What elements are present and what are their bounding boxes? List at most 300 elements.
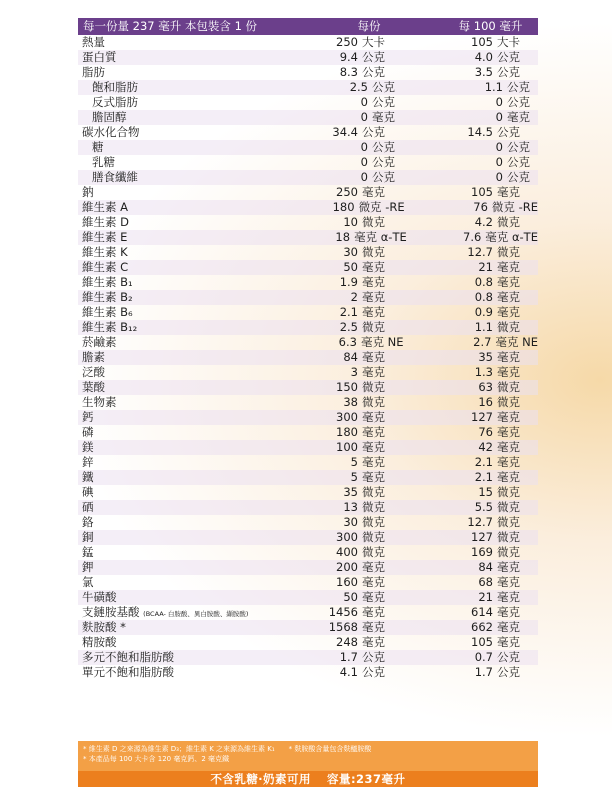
nutrient-name xyxy=(78,80,310,95)
per-serving-unit: 大卡 xyxy=(362,35,385,49)
per-100ml-unit: 微克 xyxy=(497,380,520,394)
table-row xyxy=(78,470,538,485)
nutrient-name-text: 反式脂肪 xyxy=(92,95,138,109)
per-serving-unit: 公克 xyxy=(372,95,395,109)
table-row xyxy=(78,215,538,230)
table-row xyxy=(78,305,538,320)
per-100ml-value: 0 xyxy=(495,170,503,184)
nutrient-name-text: 鉻 xyxy=(82,515,94,529)
per-serving-value: 248 xyxy=(336,635,358,649)
per-100ml-value: 2.7 xyxy=(473,335,492,349)
nutrient-name-text: 鐵 xyxy=(82,470,94,484)
per-100ml-value: 1.1 xyxy=(474,320,493,334)
per-serving-value: 160 xyxy=(336,575,358,589)
nutrient-name-text: 維生素 C xyxy=(82,260,129,274)
nutrient-name xyxy=(78,380,300,395)
per-100ml-value: 0.8 xyxy=(474,290,493,304)
footnote-calcium-iron: * 本產品每 100 大卡含 120 毫克鈣、2 毫克鐵 xyxy=(83,755,230,763)
per-100ml-unit: 微克 xyxy=(497,245,520,259)
per-serving-value: 1456 xyxy=(328,605,358,619)
per-100ml-unit: 公克 xyxy=(497,665,520,679)
table-row xyxy=(78,425,538,440)
per-serving-unit: 公克 xyxy=(372,155,395,169)
per-serving-unit: 毫克 xyxy=(362,410,385,424)
footnote-vitamin-source: * 維生素 D 之來源為維生素 D₃；維生素 K 之來源為維生素 K₁ xyxy=(83,745,275,753)
per-100ml-value: 84 xyxy=(478,560,493,574)
per-100ml-unit: 毫克 xyxy=(497,410,520,424)
per-serving-unit: 毫克 xyxy=(362,605,385,619)
per-100ml-value: 2.1 xyxy=(474,455,493,469)
nutrient-name xyxy=(78,140,310,155)
nutrient-name xyxy=(78,575,300,590)
per-100ml-unit: 公克 xyxy=(507,155,530,169)
per-serving-value: 0 xyxy=(360,170,368,184)
per-serving-unit: 微克 -RE xyxy=(358,200,405,214)
nutrient-name xyxy=(78,275,300,290)
per-100ml-unit: 微克 -RE xyxy=(491,200,538,214)
per-100ml-value: 76 xyxy=(478,425,493,439)
per-serving-value: 30 xyxy=(343,245,358,259)
nutrient-name-text: 蛋白質 xyxy=(82,50,117,64)
per-serving-unit: 毫克 xyxy=(362,290,385,304)
per-100ml-value: 3.5 xyxy=(474,65,493,79)
per-serving-unit: 微克 xyxy=(362,245,385,259)
per-serving-value: 300 xyxy=(336,530,358,544)
per-serving-value: 5 xyxy=(350,470,358,484)
per-serving-value: 180 xyxy=(332,200,355,214)
nutrient-name-text: 單元不飽和脂肪酸 xyxy=(82,665,174,679)
per-serving-value: 6.3 xyxy=(338,335,357,349)
per-100ml-value: 0.7 xyxy=(474,650,493,664)
nutrient-name xyxy=(78,395,300,410)
per-100ml-value: 4.2 xyxy=(474,215,493,229)
nutrient-name-text: 碳水化合物 xyxy=(82,125,140,139)
nutrient-name-text: 銅 xyxy=(82,530,94,544)
per-100ml-value: 127 xyxy=(471,530,493,544)
per-100ml-unit: 公克 xyxy=(507,95,530,109)
per-serving-value: 0 xyxy=(360,140,368,154)
per-100ml-unit: 毫克 NE xyxy=(495,335,538,349)
nutrient-name-text: 精胺酸 xyxy=(82,635,117,649)
per-serving-unit: 毫克 xyxy=(372,110,395,124)
per-serving-value: 0 xyxy=(360,155,368,169)
per-serving-value: 18 xyxy=(335,230,351,244)
table-row xyxy=(78,635,538,650)
nutrient-name xyxy=(78,290,300,305)
per-serving-unit: 毫克 xyxy=(362,185,385,199)
per-serving-unit: 毫克 xyxy=(362,350,385,364)
nutrient-name-text: 糖 xyxy=(92,140,104,154)
per-100ml-value: 21 xyxy=(478,590,493,604)
per-100ml-unit: 公克 xyxy=(497,650,520,664)
per-serving-value: 2.5 xyxy=(339,320,358,334)
nutrient-name xyxy=(78,230,294,245)
per-100ml-unit: 微克 xyxy=(497,320,520,334)
nutrition-facts-table xyxy=(78,18,538,680)
per-serving-value: 2 xyxy=(350,290,358,304)
per-serving-unit: 毫克 xyxy=(362,260,385,274)
nutrient-name xyxy=(78,215,300,230)
per-100ml-unit: 毫克 xyxy=(497,425,520,439)
per-100ml-value: 169 xyxy=(471,545,493,559)
table-row xyxy=(78,410,538,425)
per-serving-value: 8.3 xyxy=(339,65,358,79)
nutrient-name-text: 膽固醇 xyxy=(92,110,127,124)
table-row xyxy=(78,380,538,395)
per-100ml-value: 35 xyxy=(478,350,493,364)
nutrient-name xyxy=(78,35,300,50)
nutrient-name-text: 維生素 A xyxy=(82,200,129,214)
nutrient-name-text: 脂肪 xyxy=(82,65,105,79)
nutrient-name-text: 維生素 K xyxy=(82,245,128,259)
table-row xyxy=(78,665,538,680)
per-100ml-value: 76 xyxy=(473,200,488,214)
nutrient-name xyxy=(78,305,300,320)
nutrient-name-text: 維生素 B₁ xyxy=(82,275,133,289)
per-100ml-unit: 毫克 xyxy=(497,575,520,589)
nutrient-name-text: 維生素 D xyxy=(82,215,130,229)
per-serving-value: 84 xyxy=(343,350,358,364)
nutrient-name xyxy=(78,650,300,665)
per-100ml-value: 5.5 xyxy=(474,500,493,514)
per-serving-unit: 公克 xyxy=(362,65,385,79)
per-100ml-header: 每 100 毫升 xyxy=(458,19,523,33)
nutrient-name-text: 維生素 E xyxy=(82,230,128,244)
per-100ml-unit: 毫克 xyxy=(497,350,520,364)
per-serving-unit: 公克 xyxy=(362,125,385,139)
nutrient-name xyxy=(78,365,300,380)
per-100ml-value: 105 xyxy=(471,185,493,199)
per-serving-unit: 毫克 xyxy=(362,470,385,484)
nutrient-name-text: 膳食纖維 xyxy=(92,170,138,184)
table-row xyxy=(78,575,538,590)
table-header xyxy=(78,18,538,35)
per-100ml-unit: 毫克 xyxy=(497,440,520,454)
nutrient-name-text: 生物素 xyxy=(82,395,117,409)
per-serving-value: 200 xyxy=(336,560,358,574)
per-serving-unit: 毫克 xyxy=(362,620,385,634)
table-row xyxy=(78,365,538,380)
nutrient-name-text: 維生素 B₁₂ xyxy=(82,320,138,334)
table-row xyxy=(78,545,538,560)
per-serving-value: 4.1 xyxy=(339,665,358,679)
nutrient-name xyxy=(78,470,300,485)
per-serving-unit: 微克 xyxy=(362,530,385,544)
table-row xyxy=(78,590,538,605)
table-row xyxy=(78,35,538,50)
per-100ml-value: 68 xyxy=(478,575,493,589)
nutrient-name xyxy=(78,245,300,260)
table-row xyxy=(78,320,538,335)
table-row xyxy=(78,155,538,170)
nutrient-name xyxy=(78,185,300,200)
per-100ml-value: 662 xyxy=(471,620,493,634)
table-row xyxy=(78,290,538,305)
nutrient-name xyxy=(78,455,300,470)
nutrient-name xyxy=(78,560,300,575)
per-serving-unit: 毫克 xyxy=(362,635,385,649)
per-serving-value: 50 xyxy=(343,590,358,604)
table-row xyxy=(78,125,538,140)
nutrient-name-text: 鈉 xyxy=(82,185,94,199)
per-serving-header: 每份 xyxy=(357,19,381,33)
table-row xyxy=(78,65,538,80)
per-serving-unit: 毫克 xyxy=(362,275,385,289)
per-serving-unit: 微克 xyxy=(362,515,385,529)
per-100ml-value: 0 xyxy=(495,140,503,154)
nutrient-name xyxy=(78,260,300,275)
per-100ml-unit: 微克 xyxy=(497,215,520,229)
per-100ml-value: 1.1 xyxy=(484,80,503,94)
volume-label: 容量:237毫升 xyxy=(326,772,406,786)
nutrient-name-text: 麩胺酸 * xyxy=(82,620,126,634)
per-serving-value: 30 xyxy=(343,515,358,529)
per-100ml-value: 14.5 xyxy=(467,125,493,139)
nutrient-name-text: 維生素 B₂ xyxy=(82,290,133,304)
nutrient-name xyxy=(78,635,300,650)
per-serving-value: 1568 xyxy=(328,620,358,634)
product-claim-bar xyxy=(78,771,538,787)
per-100ml-value: 1.7 xyxy=(474,665,493,679)
per-100ml-value: 15 xyxy=(478,485,493,499)
per-100ml-unit: 公克 xyxy=(507,140,530,154)
nutrient-name xyxy=(78,335,299,350)
nutrient-name-text: 鈣 xyxy=(82,410,94,424)
nutrient-name-text: 葉酸 xyxy=(82,380,105,394)
per-serving-unit: 毫克 xyxy=(362,560,385,574)
nutrient-name xyxy=(78,620,300,635)
per-serving-value: 5 xyxy=(350,455,358,469)
per-serving-unit: 毫克 xyxy=(362,440,385,454)
per-serving-unit: 公克 xyxy=(362,650,385,664)
per-serving-unit: 微克 xyxy=(362,500,385,514)
per-serving-unit: 毫克 NE xyxy=(360,335,404,349)
nutrient-name-text: 錳 xyxy=(82,545,94,559)
per-serving-unit: 微克 xyxy=(362,320,385,334)
per-serving-value: 400 xyxy=(336,545,358,559)
per-serving-unit: 微克 xyxy=(362,545,385,559)
lactose-free-claim: 不含乳糖‧奶素可用 xyxy=(210,772,311,786)
per-100ml-unit: 公克 xyxy=(497,125,520,139)
nutrient-name xyxy=(78,50,300,65)
table-row xyxy=(78,140,538,155)
per-serving-value: 9.4 xyxy=(339,50,358,64)
per-serving-unit: 毫克 xyxy=(362,455,385,469)
table-row xyxy=(78,80,538,95)
nutrient-name xyxy=(78,65,300,80)
per-serving-value: 35 xyxy=(343,485,358,499)
table-row xyxy=(78,245,538,260)
per-100ml-value: 12.7 xyxy=(467,515,493,529)
nutrient-note: (BCAA- 白胺酸、異白胺酸、纈胺酸) xyxy=(143,610,249,618)
per-100ml-unit: 公克 xyxy=(497,65,520,79)
per-serving-value: 0 xyxy=(360,110,368,124)
nutrient-name-text: 鋅 xyxy=(82,455,94,469)
per-serving-unit: 毫克 xyxy=(362,305,385,319)
per-serving-value: 250 xyxy=(336,185,358,199)
per-100ml-value: 63 xyxy=(478,380,493,394)
table-row xyxy=(78,530,538,545)
table-row xyxy=(78,485,538,500)
table-row xyxy=(78,620,538,635)
nutrient-name-text: 飽和脂肪 xyxy=(92,80,138,94)
per-100ml-value: 16 xyxy=(478,395,493,409)
per-serving-value: 150 xyxy=(336,380,358,394)
nutrient-name-text: 碘 xyxy=(82,485,94,499)
nutrient-name xyxy=(78,320,300,335)
nutrient-name xyxy=(78,200,297,215)
per-100ml-unit: 毫克 xyxy=(507,110,530,124)
per-100ml-value: 614 xyxy=(471,605,493,619)
nutrient-name-text: 多元不飽和脂肪酸 xyxy=(82,650,174,664)
per-100ml-unit: 微克 xyxy=(497,395,520,409)
serving-size-label: 每一份量 237 毫升 本包裝含 1 份 xyxy=(83,19,258,33)
per-serving-unit: 公克 xyxy=(372,80,395,94)
table-row xyxy=(78,395,538,410)
per-serving-value: 50 xyxy=(343,260,358,274)
per-serving-value: 0 xyxy=(360,95,368,109)
nutrient-name-text: 泛酸 xyxy=(82,365,105,379)
table-row xyxy=(78,560,538,575)
per-serving-value: 34.4 xyxy=(332,125,358,139)
per-serving-value: 3 xyxy=(350,365,358,379)
per-serving-value: 300 xyxy=(336,410,358,424)
per-100ml-unit: 微克 xyxy=(497,545,520,559)
nutrient-name-text: 氯 xyxy=(82,575,94,589)
nutrient-name xyxy=(78,500,300,515)
per-100ml-value: 0.8 xyxy=(474,275,493,289)
table-row xyxy=(78,275,538,290)
per-serving-unit: 毫克 α-TE xyxy=(354,230,407,244)
nutrient-name xyxy=(78,605,300,620)
nutrient-name-text: 鎂 xyxy=(82,440,94,454)
table-row xyxy=(78,350,538,365)
nutrient-name-text: 乳糖 xyxy=(92,155,115,169)
nutrient-name xyxy=(78,545,300,560)
per-100ml-unit: 微克 xyxy=(497,485,520,499)
per-serving-unit: 毫克 xyxy=(362,365,385,379)
table-row xyxy=(78,185,538,200)
table-row xyxy=(78,440,538,455)
per-serving-value: 38 xyxy=(343,395,358,409)
per-100ml-value: 0 xyxy=(495,155,503,169)
per-100ml-value: 127 xyxy=(471,410,493,424)
per-serving-unit: 微克 xyxy=(362,380,385,394)
per-serving-unit: 毫克 xyxy=(362,575,385,589)
per-serving-unit: 毫克 xyxy=(362,590,385,604)
footnotes xyxy=(78,741,538,771)
table-row xyxy=(78,500,538,515)
per-100ml-unit: 毫克 xyxy=(497,605,520,619)
per-serving-value: 2.1 xyxy=(339,305,358,319)
per-serving-value: 1.7 xyxy=(339,650,358,664)
per-100ml-unit: 毫克 xyxy=(497,305,520,319)
nutrient-name xyxy=(78,350,300,365)
nutrient-name xyxy=(78,170,310,185)
nutrient-name xyxy=(78,440,300,455)
per-100ml-unit: 毫克 xyxy=(497,365,520,379)
per-100ml-value: 4.0 xyxy=(474,50,493,64)
per-100ml-unit: 毫克 xyxy=(497,635,520,649)
per-serving-unit: 公克 xyxy=(362,665,385,679)
per-serving-value: 1.9 xyxy=(339,275,358,289)
per-100ml-unit: 毫克 xyxy=(497,260,520,274)
per-100ml-value: 12.7 xyxy=(467,245,493,259)
per-serving-unit: 公克 xyxy=(362,50,385,64)
table-row xyxy=(78,110,538,125)
table-row xyxy=(78,230,538,245)
per-serving-unit: 微克 xyxy=(362,215,385,229)
per-100ml-unit: 毫克 xyxy=(497,620,520,634)
per-100ml-unit: 公克 xyxy=(497,50,520,64)
nutrient-name xyxy=(78,95,310,110)
per-100ml-unit: 大卡 xyxy=(497,35,520,49)
per-100ml-unit: 毫克 xyxy=(497,185,520,199)
table-row xyxy=(78,170,538,185)
per-100ml-value: 42 xyxy=(478,440,493,454)
nutrient-name-text: 磷 xyxy=(82,425,94,439)
table-row xyxy=(78,50,538,65)
nutrient-name xyxy=(78,125,300,140)
nutrient-name-text: 維生素 B₆ xyxy=(82,305,133,319)
per-100ml-value: 105 xyxy=(471,35,493,49)
nutrient-rows xyxy=(78,35,538,680)
per-100ml-unit: 毫克 xyxy=(497,470,520,484)
table-row xyxy=(78,260,538,275)
nutrient-name xyxy=(78,425,300,440)
nutrient-name xyxy=(78,155,310,170)
per-serving-unit: 毫克 xyxy=(362,425,385,439)
per-100ml-value: 0 xyxy=(495,95,503,109)
nutrient-name-text: 鉀 xyxy=(82,560,94,574)
nutrient-name xyxy=(78,110,310,125)
nutrient-name xyxy=(78,590,300,605)
nutrient-name-text: 支鏈胺基酸 xyxy=(82,605,140,619)
per-serving-unit: 微克 xyxy=(362,395,385,409)
per-serving-value: 100 xyxy=(336,440,358,454)
per-100ml-unit: 微克 xyxy=(497,530,520,544)
per-100ml-value: 2.1 xyxy=(474,470,493,484)
table-row xyxy=(78,515,538,530)
nutrient-name-text: 熱量 xyxy=(82,35,105,49)
nutrient-name-text: 硒 xyxy=(82,500,94,514)
per-100ml-value: 21 xyxy=(478,260,493,274)
per-100ml-unit: 毫克 xyxy=(497,290,520,304)
nutrient-name xyxy=(78,485,300,500)
per-serving-value: 10 xyxy=(343,215,358,229)
per-serving-value: 180 xyxy=(336,425,358,439)
table-row xyxy=(78,335,538,350)
per-serving-unit: 公克 xyxy=(372,170,395,184)
per-100ml-unit: 公克 xyxy=(507,170,530,184)
table-row xyxy=(78,650,538,665)
table-row xyxy=(78,605,538,620)
nutrient-name-text: 菸鹼素 xyxy=(82,335,117,349)
per-serving-value: 13 xyxy=(343,500,358,514)
per-100ml-value: 0 xyxy=(495,110,503,124)
per-100ml-unit: 微克 xyxy=(497,500,520,514)
per-100ml-unit: 微克 xyxy=(497,515,520,529)
per-100ml-value: 0.9 xyxy=(474,305,493,319)
nutrient-name xyxy=(78,530,300,545)
per-100ml-value: 105 xyxy=(471,635,493,649)
per-100ml-unit: 毫克 α-TE xyxy=(485,230,538,244)
table-row xyxy=(78,95,538,110)
per-serving-unit: 公克 xyxy=(372,140,395,154)
per-100ml-value: 7.6 xyxy=(463,230,482,244)
table-row xyxy=(78,455,538,470)
per-serving-unit: 微克 xyxy=(362,485,385,499)
